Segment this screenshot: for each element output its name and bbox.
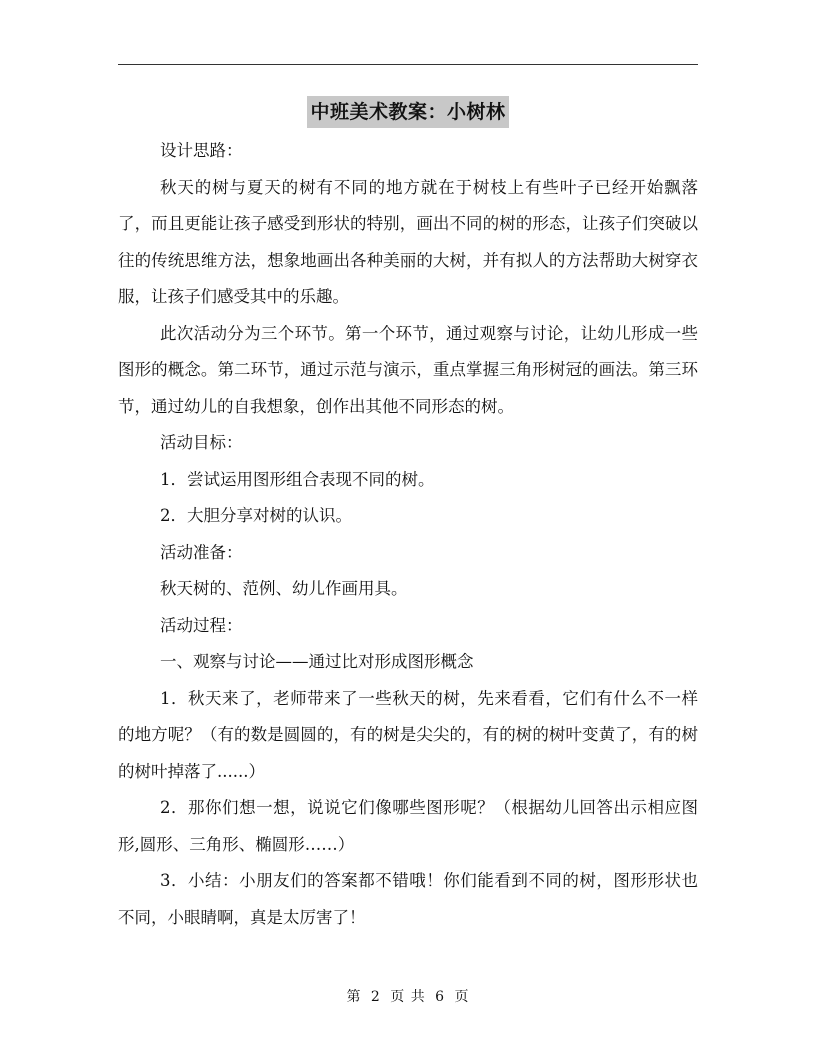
list-item: 1．尝试运用图形组合表现不同的树。 [160, 469, 435, 489]
list-item: 3．小结：小朋友们的答案都不错哦！你们能看到不同的树，图形形状也不同，小眼睛啊，真是太厉害了！ [118, 871, 698, 927]
list-item: 2．那你们想一想，说说它们像哪些图形呢？（根据幼儿回答出示相应图形,圆形、三角形、椭圆形……） [118, 798, 698, 854]
document-body [118, 133, 698, 936]
footer-prefix: 第 [346, 989, 362, 1005]
header-rule [118, 64, 698, 65]
section-heading: 设计思路： [160, 141, 243, 160]
total-page-count: 6 [435, 989, 446, 1005]
footer-middle: 页 共 [390, 989, 426, 1005]
section-heading: 活动目标： [160, 433, 243, 452]
body-paragraph: 秋天树的、范例、幼儿作画用具。 [160, 579, 408, 598]
list-item: 1．秋天来了，老师带来了一些秋天的树，先来看看，它们有什么不一样的地方呢？（有的数是圆圆的，有的树是尖尖的，有的树的树叶变黄了，有的树的树叶掉落了......） [118, 688, 698, 781]
subsection-heading: 一、观察与讨论——通过比对形成图形概念 [160, 652, 474, 671]
body-paragraph: 此次活动分为三个环节。第一个环节，通过观察与讨论，让幼儿形成一些图形的概念。第二环节，通过示范与演示，重点掌握三角形树冠的画法。第三环节，通过幼儿的自我想象，创作出其他不同形态的树。 [118, 323, 698, 416]
page-footer [0, 986, 816, 1006]
section-heading: 活动准备： [160, 542, 243, 562]
title-container [0, 96, 816, 128]
list-item: 2．大胆分享对树的认识。 [160, 506, 352, 525]
body-paragraph: 秋天的树与夏天的树有不同的地方就在于树枝上有些叶子已经开始飘落了，而且更能让孩子感受到形状的特别，画出不同的树的形态，让孩子们突破以往的传统思维方法，想象地画出各种美丽的大树，并有拟人的方法帮助大树穿衣服，让孩子们感受其中的乐趣。 [118, 177, 698, 306]
current-page-number: 2 [370, 989, 381, 1005]
document-title: 中班美术教案：小树林 [307, 96, 508, 128]
section-heading: 活动过程： [160, 615, 243, 635]
footer-suffix: 页 [454, 989, 470, 1005]
